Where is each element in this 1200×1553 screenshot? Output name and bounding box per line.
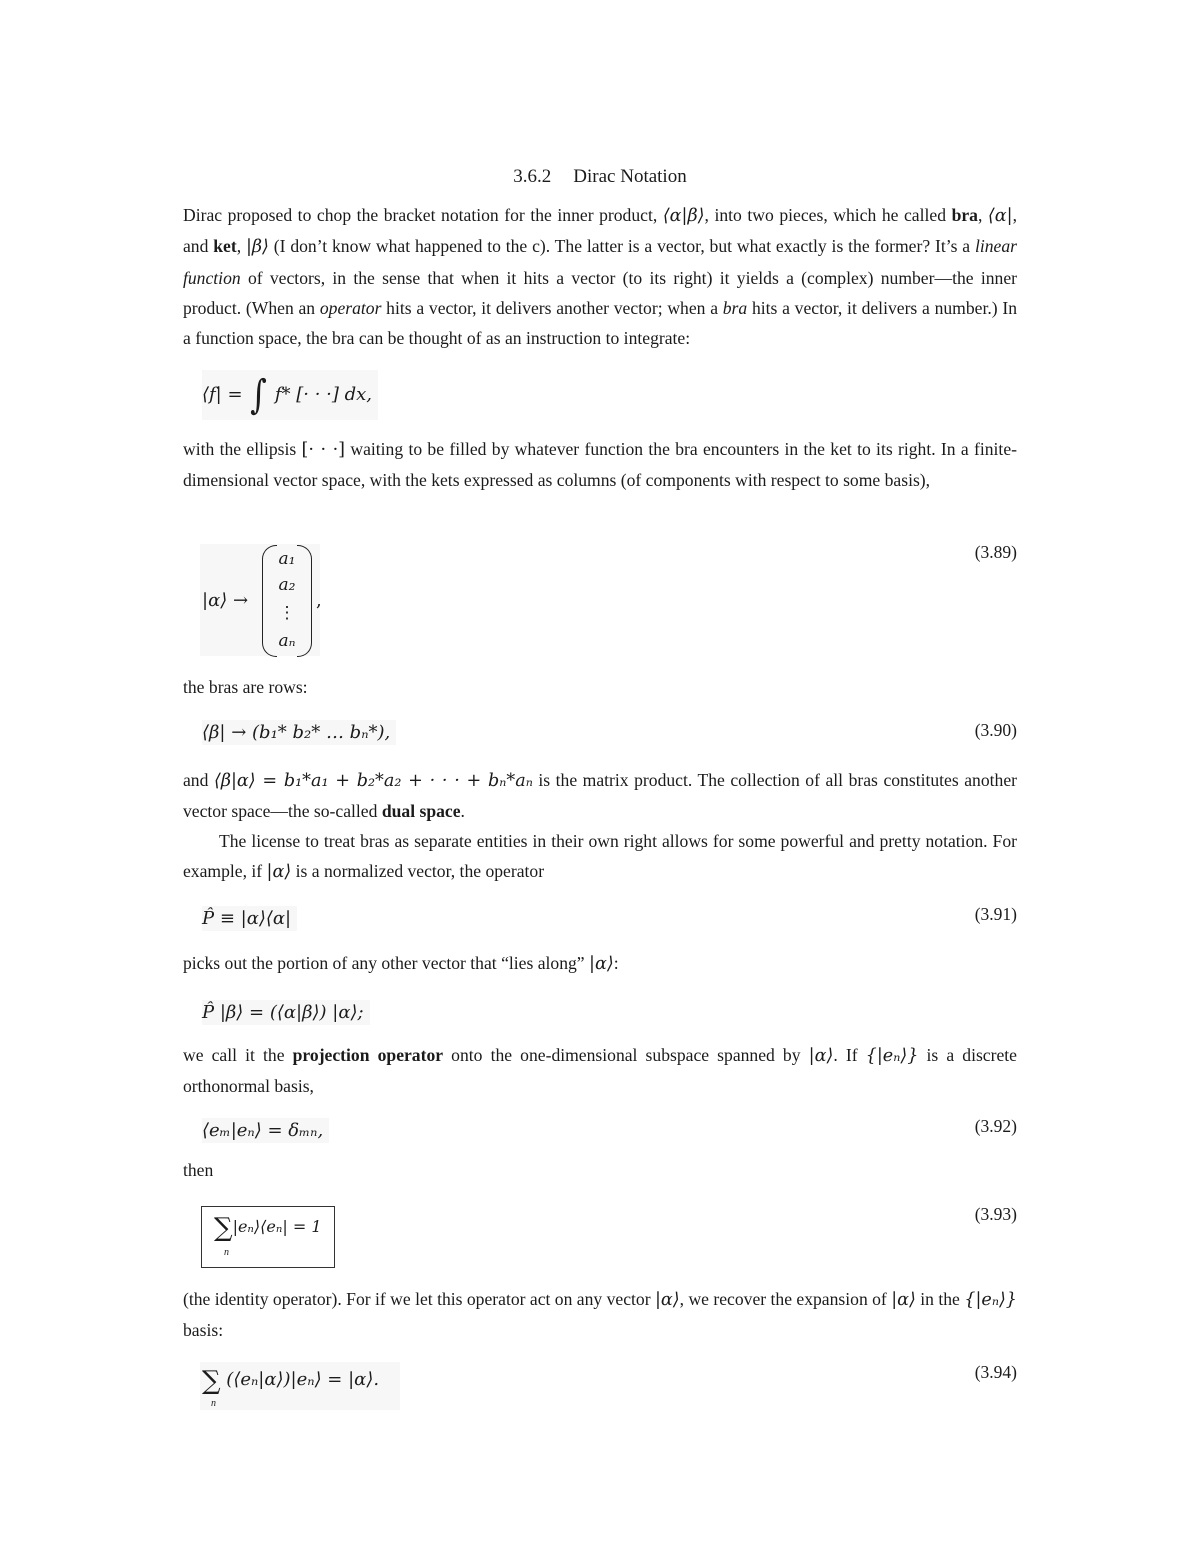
ket-term: ket (213, 236, 237, 257)
paragraph-intro: Dirac proposed to chop the bracket notation for the inner product, ⟨α|β⟩, into two pieces, which he called bra, ⟨α|, and ket, |β⟩ (I don’t know what happened to the c). The latter is a vector, but what exactly is the former? It’s a linear function of vectors, in the sense that when it hits a vector (to its right) it yields a (complex) number—the inner product. (When an operator hits a vector, it delivers another vector; when a bra hits a vector, it delivers a number.) In a function space, the bra can be thought of as an instruction to integrate: (183, 205, 1018, 349)
equation-3-91: P̂ ≡ |α⟩⟨α| (202, 906, 297, 931)
equation-number: (3.90) (974, 720, 1017, 740)
section-heading (0, 166, 1200, 188)
paragraph-then: then (183, 1160, 214, 1180)
vector-component: a₁ (278, 549, 296, 569)
paragraph-identity-operator: (the identity operator). For if we let this operator act on any vector |α⟩, we recover the expansion of |α⟩ in the {|eₙ⟩} basis: (183, 1289, 1018, 1341)
ket-symbol: |β⟩ (245, 237, 269, 258)
linear-function-term: linear function (183, 236, 1017, 288)
vector-component: aₙ (278, 631, 296, 651)
column-vector (262, 545, 312, 657)
paragraph-projection-operator: we call it the projection operator onto the one-dimensional subspace spanned by |α⟩. If {|eₙ⟩} is a discrete orthonormal basis, (183, 1045, 1017, 1097)
equation-projection: P̂ |β⟩ = (⟨α|β⟩) |α⟩; (202, 1000, 370, 1025)
sum-symbol: ∑ (214, 1213, 233, 1243)
paragraph-ellipsis: with the ellipsis [· · ·] waiting to be filled by whatever function the bra encounters in the ket to its right. In a finite-dimensional vector space, with the kets expressed as columns (of components with respect to some basis), (183, 439, 1017, 491)
equation-3-93-box: ∑|eₙ⟩⟨eₙ| = 1 n (201, 1206, 335, 1268)
equation-number: (3.92) (974, 1116, 1017, 1136)
section-title: Dirac Notation (573, 166, 687, 187)
paragraph-license: The license to treat bras as separate entities in their own right allows for some powerful and pretty notation. For example, if |α⟩ is a normalized vector, the operator (183, 831, 1017, 883)
equation-number: (3.94) (974, 1362, 1017, 1382)
equation-3-89-lhs: |α⟩ → (202, 590, 249, 611)
dual-space-term: dual space (381, 801, 461, 822)
section-number: 3.6.2 (513, 166, 552, 187)
equation-bra-integral: ⟨f| = ∫ f* [· · ·] dx, (202, 370, 378, 420)
projection-operator-term: projection operator (292, 1045, 444, 1065)
bra-term: bra (951, 205, 978, 225)
paragraph-dual-space: and ⟨β|α⟩ = b₁*a₁ + b₂*a₂ + · · · + bₙ*aₙ is the matrix product. The collection of all bras constitutes another vector space—the so-called dual space. (183, 770, 1017, 822)
vector-dots: ⋮ (278, 603, 296, 623)
vector-component: a₂ (278, 575, 296, 595)
sum-symbol: ∑ (202, 1366, 221, 1396)
equation-number: (3.93) (974, 1204, 1017, 1224)
matrix-product-expression: ⟨β|α⟩ = b₁*a₁ + b₂*a₂ + · · · + bₙ*aₙ (213, 771, 533, 791)
equation-3-90: ⟨β| → (b₁* b₂* … bₙ*), (202, 720, 396, 745)
equation-number: (3.91) (974, 904, 1017, 924)
equation-3-92: ⟨eₘ|eₙ⟩ = δₘₙ, (202, 1118, 329, 1143)
equation-number: (3.89) (974, 542, 1017, 562)
bra-symbol: ⟨α| (987, 206, 1013, 226)
equation-3-94: ∑ (⟨eₙ|α⟩)|eₙ⟩ = |α⟩. (202, 1366, 380, 1396)
paragraph-picks-out: picks out the portion of any other vector that “lies along” |α⟩: (183, 953, 619, 974)
paragraph-bras-rows: the bras are rows: (183, 677, 308, 697)
inner-product-symbol: ⟨α|β⟩ (662, 206, 705, 226)
